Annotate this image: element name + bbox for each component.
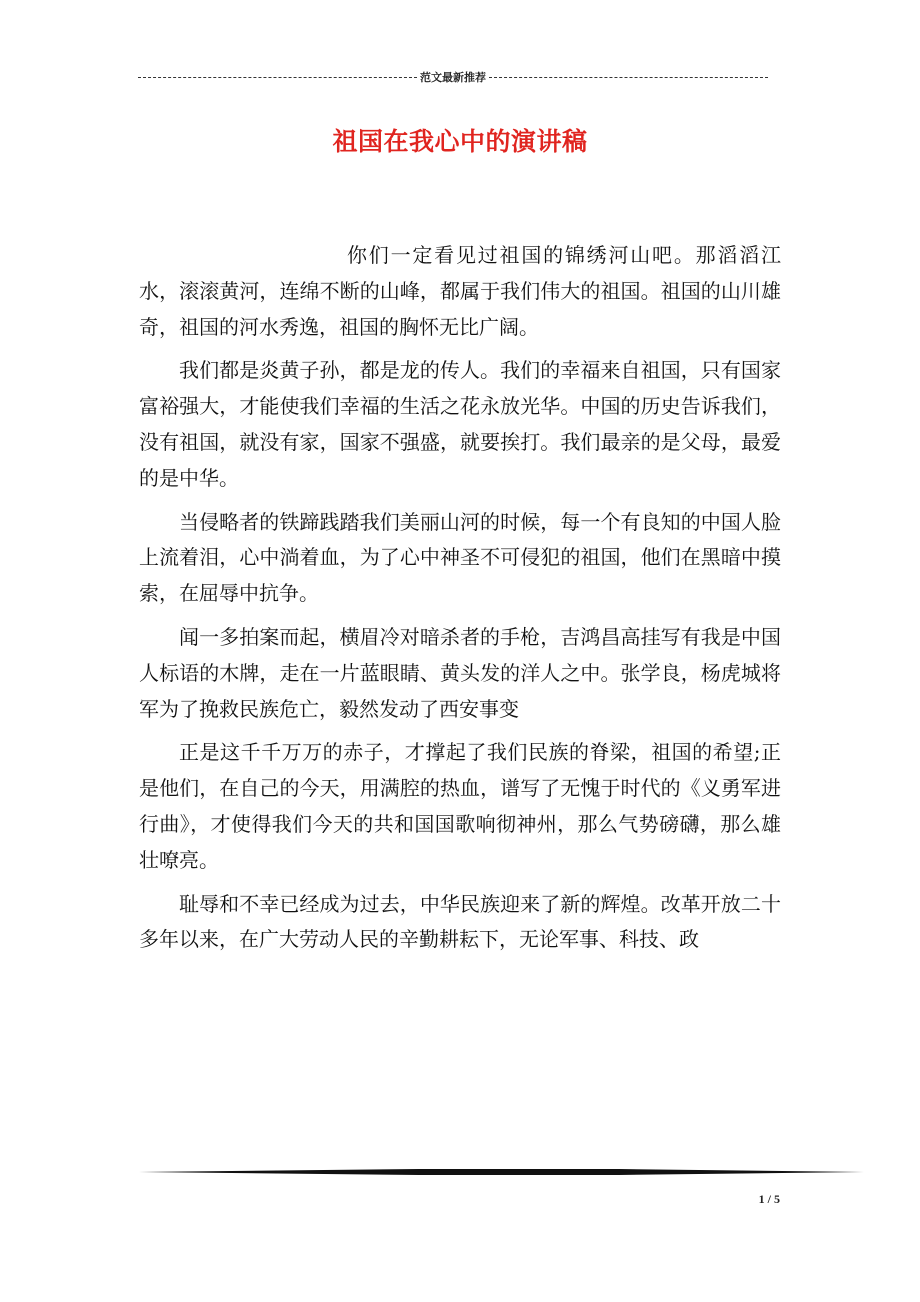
document-title: 祖国在我心中的演讲稿 [332,127,588,156]
page-header [138,68,768,86]
header-dash-left [138,77,417,78]
footer-rule [139,1166,864,1178]
page-number: 1 / 5 [758,1192,780,1206]
paragraph-4: 闻一多拍案而起，横眉冷对暗杀者的手枪，吉鸿昌高挂写有我是中国人标语的木牌，走在一片蓝眼睛、黄头发的洋人之中。张学良，杨虎城将军为了挽救民族危亡，毅然发动了西安事变 [139,624,781,721]
paragraph-5: 正是这千千万万的赤子，才撑起了我们民族的脊梁，祖国的希望;正是他们，在自己的今天，用满腔的热血，谱写了无愧于时代的《义勇军进行曲》，才使得我们今天的共和国国歌响彻神州，那么气势磅礴，那么雄壮嘹亮。 [139,740,781,872]
paragraph-3: 当侵略者的铁蹄践踏我们美丽山河的时候，每一个有良知的中国人脸上流着泪，心中淌着血，为了心中神圣不可侵犯的祖国，他们在黑暗中摸索，在屈辱中抗争。 [139,509,781,606]
document-body [139,238,781,966]
paragraph-6: 耻辱和不幸已经成为过去，中华民族迎来了新的辉煌。改革开放二十多年以来，在广大劳动人民的辛勤耕耘下，无论军事、科技、政 [139,891,781,952]
header-dash-right [489,77,768,78]
header-label: 范文最新推荐 [420,72,486,84]
paragraph-1: 你们一定看见过祖国的锦绣河山吧。那滔滔江水，滚滚黄河，连绵不断的山峰，都属于我们伟大的祖国。祖国的山川雄奇，祖国的河水秀逸，祖国的胸怀无比广阔。 [139,243,781,339]
paragraph-2: 我们都是炎黄子孙，都是龙的传人。我们的幸福来自祖国，只有国家富裕强大，才能使我们幸福的生活之花永放光华。中国的历史告诉我们，没有祖国，就没有家，国家不强盛，就要挨打。我们最亲的是父母，最爱的是中华。 [139,358,781,490]
